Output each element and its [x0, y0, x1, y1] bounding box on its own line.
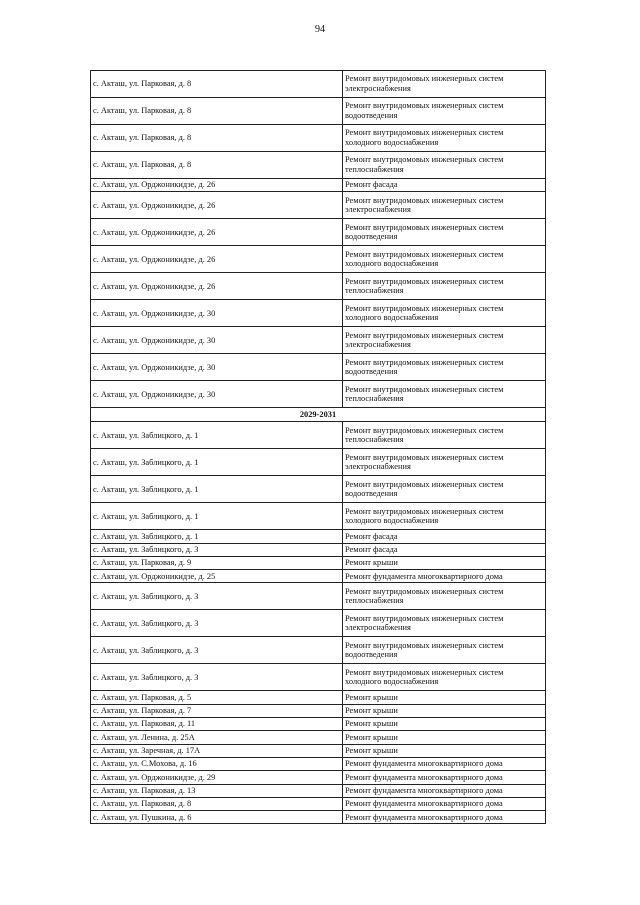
address-cell: с. Акташ, ул. Парковая, д. 8 — [91, 98, 343, 125]
work-type-line: Ремонт внутридомовых инженерных систем — [345, 330, 504, 340]
work-type-cell — [343, 327, 546, 354]
work-type-line: Ремонт внутридомовых инженерных систем — [345, 249, 504, 259]
work-type-cell — [343, 797, 546, 810]
table-row — [91, 757, 546, 770]
work-type-cell — [343, 771, 546, 784]
address-cell: с. Акташ, ул. Заблицкого, д. 3 — [91, 664, 343, 691]
address-cell: с. Акташ, ул. Парковая, д. 8 — [91, 71, 343, 98]
table-row — [91, 71, 546, 98]
work-type-line: холодного водоснабжения — [345, 313, 439, 323]
work-type-cell — [343, 503, 546, 530]
address-cell: с. Акташ, ул. Парковая, д. 8 — [91, 125, 343, 152]
work-type-cell — [343, 273, 546, 300]
work-type-line: теплоснабжения — [345, 596, 404, 606]
address-cell: с. Акташ, ул. Заблицкого, д. 1 — [91, 422, 343, 449]
work-type-line: электроснабжения — [345, 462, 411, 472]
work-type-line: Ремонт крыши — [345, 692, 398, 702]
work-type-line: Ремонт внутридомовых инженерных систем — [345, 74, 504, 84]
work-type-line: холодного водоснабжения — [345, 516, 439, 526]
address-cell: с. Акташ, ул. Парковая, д. 8 — [91, 797, 343, 810]
work-type-line: теплоснабжения — [345, 165, 404, 174]
address-cell: с. Акташ, ул. Парковая, д. 7 — [91, 704, 343, 717]
address-cell: с. Акташ, ул. Орджоникидзе, д. 26 — [91, 192, 343, 219]
address-cell: с. Акташ, ул. Орджоникидзе, д. 26 — [91, 273, 343, 300]
table-row — [91, 731, 546, 744]
address-cell: с. Акташ, ул. Орджоникидзе, д. 30 — [91, 327, 343, 354]
work-type-cell — [343, 71, 546, 98]
work-type-line: водоотведения — [345, 650, 398, 660]
table-row — [91, 784, 546, 797]
work-type-line: Ремонт крыши — [345, 719, 398, 729]
work-type-cell — [343, 300, 546, 327]
work-type-cell — [343, 637, 546, 664]
address-cell: с. Акташ, ул. Парковая, д. 11 — [91, 718, 343, 731]
work-type-line: Ремонт фундамента многоквартирного дома — [345, 812, 503, 822]
work-type-line: Ремонт внутридомовых инженерных систем — [345, 195, 504, 205]
work-type-cell — [343, 691, 546, 704]
work-type-line: электроснабжения — [345, 340, 411, 350]
table-row — [91, 503, 546, 530]
table-row — [91, 98, 546, 125]
work-type-line: Ремонт фасада — [345, 531, 398, 541]
work-type-line: Ремонт внутридомовых инженерных систем — [345, 101, 504, 111]
work-type-line: Ремонт внутридомовых инженерных систем — [345, 479, 504, 489]
work-type-cell — [343, 98, 546, 125]
table-row — [91, 381, 546, 408]
work-type-line: Ремонт крыши — [345, 558, 398, 568]
work-type-line: Ремонт внутридомовых инженерных систем — [345, 667, 504, 677]
work-type-line: Ремонт внутридомовых инженерных систем — [345, 276, 504, 286]
work-type-line: водоотведения — [345, 489, 398, 499]
table-row — [91, 449, 546, 476]
table-row — [91, 219, 546, 246]
address-cell: с. Акташ, ул. Орджоникидзе, д. 29 — [91, 771, 343, 784]
table-row — [91, 422, 546, 449]
address-cell: с. Акташ, ул. Орджоникидзе, д. 25 — [91, 570, 343, 583]
work-type-line: электроснабжения — [345, 205, 411, 215]
work-type-line: Ремонт внутридомовых инженерных систем — [345, 155, 504, 165]
table-row — [91, 354, 546, 381]
address-cell: с. Акташ, ул. Парковая, д. 13 — [91, 784, 343, 797]
work-type-cell — [343, 718, 546, 731]
address-cell: с. Акташ, ул. Пушкина, д. 6 — [91, 811, 343, 824]
section-title: 2029-2031 — [91, 408, 546, 422]
address-cell: с. Акташ, ул. Орджоникидзе, д. 26 — [91, 219, 343, 246]
work-type-line: Ремонт внутридомовых инженерных систем — [345, 222, 504, 232]
work-type-line: теплоснабжения — [345, 286, 404, 296]
table-row — [91, 691, 546, 704]
work-type-cell — [343, 556, 546, 569]
address-cell: с. Акташ, ул. Заблицкого, д. 3 — [91, 610, 343, 637]
work-type-line: электроснабжения — [345, 623, 411, 633]
work-type-cell — [343, 664, 546, 691]
work-type-line: Ремонт внутридомовых инженерных систем — [345, 640, 504, 650]
address-cell: с. Акташ, ул. С.Мохова, д. 16 — [91, 757, 343, 770]
work-type-cell — [343, 476, 546, 503]
work-type-cell — [343, 530, 546, 543]
address-cell: с. Акташ, ул. Заблицкого, д. 3 — [91, 637, 343, 664]
work-type-line: водоотведения — [345, 232, 398, 242]
table-row — [91, 771, 546, 784]
table-row — [91, 811, 546, 824]
work-type-cell — [343, 246, 546, 273]
address-cell: с. Акташ, ул. Парковая, д. 5 — [91, 691, 343, 704]
work-type-line: Ремонт фундамента многоквартирного дома — [345, 571, 503, 581]
page-number: 94 — [315, 24, 325, 35]
address-cell: с. Акташ, ул. Заблицкого, д. 1 — [91, 449, 343, 476]
address-cell: с. Акташ, ул. Заблицкого, д. 1 — [91, 476, 343, 503]
work-type-line: Ремонт крыши — [345, 746, 398, 756]
address-cell: с. Акташ, ул. Заречная, д. 17А — [91, 744, 343, 757]
table-row — [91, 610, 546, 637]
work-type-line: Ремонт фундамента многоквартирного дома — [345, 759, 503, 769]
address-cell: с. Акташ, ул. Заблицкого, д. 1 — [91, 503, 343, 530]
work-type-cell — [343, 731, 546, 744]
work-type-line: холодного водоснабжения — [345, 677, 439, 687]
work-type-line: Ремонт фундамента многоквартирного дома — [345, 772, 503, 782]
work-type-cell — [343, 757, 546, 770]
work-type-cell — [343, 381, 546, 408]
table-row — [91, 300, 546, 327]
work-type-line: Ремонт внутридомовых инженерных систем — [345, 128, 504, 138]
address-cell: с. Акташ, ул. Заблицкого, д. 3 — [91, 583, 343, 610]
address-cell: с. Акташ, ул. Орджоникидзе, д. 30 — [91, 300, 343, 327]
work-type-line: Ремонт внутридомовых инженерных систем — [345, 586, 504, 596]
table-row — [91, 570, 546, 583]
work-type-line: электроснабжения — [345, 84, 411, 93]
work-type-line: Ремонт фасада — [345, 180, 398, 190]
work-type-line: Ремонт фундамента многоквартирного дома — [345, 785, 503, 795]
work-type-cell — [343, 811, 546, 824]
table-row — [91, 152, 546, 179]
work-type-line: теплоснабжения — [345, 435, 404, 445]
table-row — [91, 543, 546, 556]
table-row — [91, 273, 546, 300]
work-type-cell — [343, 583, 546, 610]
work-type-cell — [343, 744, 546, 757]
table-row — [91, 718, 546, 731]
work-type-cell — [343, 179, 546, 192]
work-type-cell — [343, 543, 546, 556]
table-row — [91, 125, 546, 152]
work-type-line: Ремонт крыши — [345, 706, 398, 716]
work-type-line: водоотведения — [345, 367, 398, 377]
work-type-cell — [343, 784, 546, 797]
work-type-line: Ремонт фасада — [345, 544, 398, 554]
address-cell: с. Акташ, ул. Заблицкого, д. 3 — [91, 543, 343, 556]
work-type-line: Ремонт внутридомовых инженерных систем — [345, 303, 504, 313]
work-type-cell — [343, 610, 546, 637]
table-row — [91, 664, 546, 691]
address-cell: с. Акташ, ул. Орджоникидзе, д. 30 — [91, 354, 343, 381]
table-row — [91, 192, 546, 219]
address-cell: с. Акташ, ул. Заблицкого, д. 1 — [91, 530, 343, 543]
work-type-cell — [343, 125, 546, 152]
work-type-line: Ремонт внутридомовых инженерных систем — [345, 357, 504, 367]
work-type-line: Ремонт внутридомовых инженерных систем — [345, 425, 504, 435]
work-type-line: Ремонт внутридомовых инженерных систем — [345, 452, 504, 462]
table-row — [91, 797, 546, 810]
work-type-line: Ремонт внутридомовых инженерных систем — [345, 613, 504, 623]
work-type-cell — [343, 704, 546, 717]
address-cell: с. Акташ, ул. Орджоникидзе, д. 26 — [91, 246, 343, 273]
work-type-cell — [343, 354, 546, 381]
work-type-cell — [343, 449, 546, 476]
work-type-cell — [343, 152, 546, 179]
work-type-line: Ремонт фундамента многоквартирного дома — [345, 799, 503, 809]
table-row — [91, 704, 546, 717]
section-header-row — [91, 408, 546, 422]
work-type-line: Ремонт внутридомовых инженерных систем — [345, 506, 504, 516]
address-cell: с. Акташ, ул. Парковая, д. 8 — [91, 152, 343, 179]
work-type-cell — [343, 570, 546, 583]
table-row — [91, 476, 546, 503]
address-cell: с. Акташ, ул. Орджоникидзе, д. 26 — [91, 179, 343, 192]
table-row — [91, 530, 546, 543]
work-type-line: Ремонт внутридомовых инженерных систем — [345, 384, 504, 394]
table-body — [91, 71, 546, 824]
work-type-cell — [343, 422, 546, 449]
work-type-line: холодного водоснабжения — [345, 138, 439, 147]
table-row — [91, 179, 546, 192]
work-type-line: водоотведения — [345, 111, 398, 120]
work-type-cell — [343, 219, 546, 246]
table-row — [91, 556, 546, 569]
repair-schedule-table — [90, 70, 546, 824]
work-type-line: холодного водоснабжения — [345, 259, 439, 269]
address-cell: с. Акташ, ул. Парковая, д. 9 — [91, 556, 343, 569]
table-row — [91, 246, 546, 273]
address-cell: с. Акташ, ул. Ленина, д. 25А — [91, 731, 343, 744]
work-type-line: теплоснабжения — [345, 394, 404, 404]
table-row — [91, 744, 546, 757]
table-row — [91, 637, 546, 664]
table-row — [91, 583, 546, 610]
table-row — [91, 327, 546, 354]
work-type-line: Ремонт крыши — [345, 732, 398, 742]
address-cell: с. Акташ, ул. Орджоникидзе, д. 30 — [91, 381, 343, 408]
work-type-cell — [343, 192, 546, 219]
